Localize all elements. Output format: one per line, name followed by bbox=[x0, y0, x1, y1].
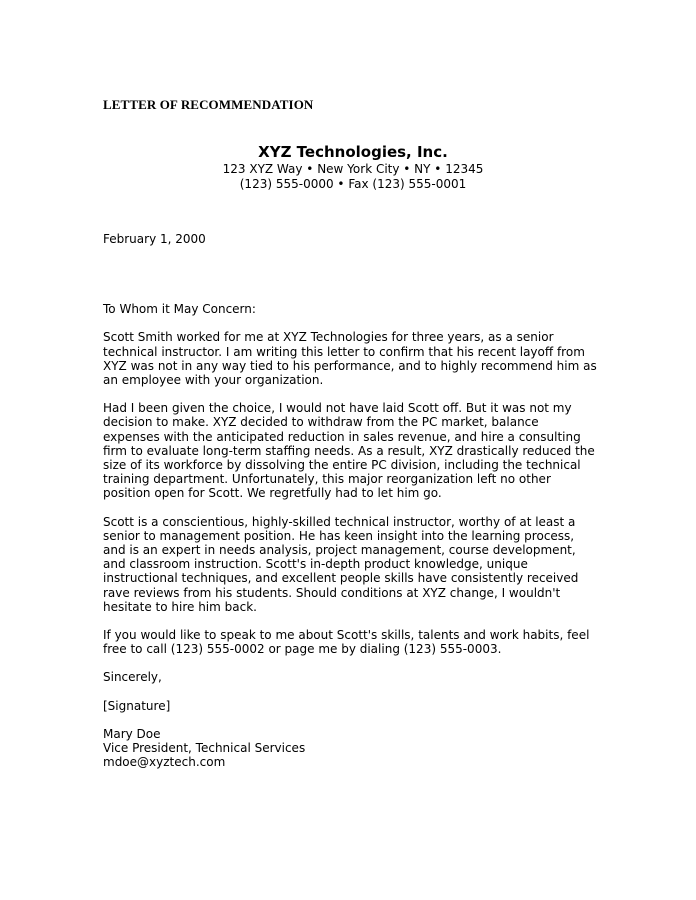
signer-name: Mary Doe bbox=[103, 726, 161, 741]
company-phone-fax: (123) 555-0000 • Fax (123) 555-0001 bbox=[239, 177, 467, 191]
document-title: LETTER OF RECOMMENDATION bbox=[103, 97, 314, 112]
closing: Sincerely, bbox=[103, 670, 162, 685]
company-address: 123 XYZ Way • New York City • NY • 12345 bbox=[222, 162, 484, 176]
signature-placeholder: [Signature] bbox=[103, 698, 171, 713]
salutation: To Whom it May Concern: bbox=[103, 302, 256, 317]
paragraph-1: Scott Smith worked for me at XYZ Technologies for three years, as a senior technical instructor. I am writing this letter to confirm that his recent layoff from XYZ was not in any way tied to his performance, and to highly recommend him as an employee with your organization. bbox=[103, 330, 597, 388]
letterhead bbox=[0, 142, 696, 192]
signer-block bbox=[103, 727, 598, 770]
paragraph-3: Scott is a conscientious, highly-skilled technical instructor, worthy of at least a senior to management position. He has keen insight into the learning process, and is an expert in needs analysis, project management, course development, and classroom instruction. Scott's in-depth product knowledge, unique instructional techniques, and excellent people skills have consistently received rave reviews from his students. Should conditions at XYZ change, I wouldn't hesitate to hire him back. bbox=[103, 514, 579, 614]
signer-title: Vice President, Technical Services bbox=[103, 741, 306, 756]
company-name: XYZ Technologies, Inc. bbox=[258, 143, 448, 161]
paragraph-2: Had I been given the choice, I would not have laid Scott off. But it was not my decision to make. XYZ decided to withdraw from the PC market, balance expenses with the anticipated reduction in sales revenue, and hire a consulting firm to evaluate long-term staffing needs. As a result, XYZ drastically reduced the size of its workforce by dissolving the entire PC division, including the technical training department. Unfortunately, this major reorganization left no other position open for Scott. We regretfully had to let him go. bbox=[103, 401, 595, 501]
letter-date: February 1, 2000 bbox=[103, 232, 206, 246]
paragraph-4: If you would like to speak to me about Scott's skills, talents and work habits, feel free to call (123) 555-0002 or page me by dialing (123) 555-0003. bbox=[103, 628, 590, 657]
signer-email: mdoe@xyztech.com bbox=[103, 755, 226, 770]
letter-body bbox=[103, 232, 598, 769]
